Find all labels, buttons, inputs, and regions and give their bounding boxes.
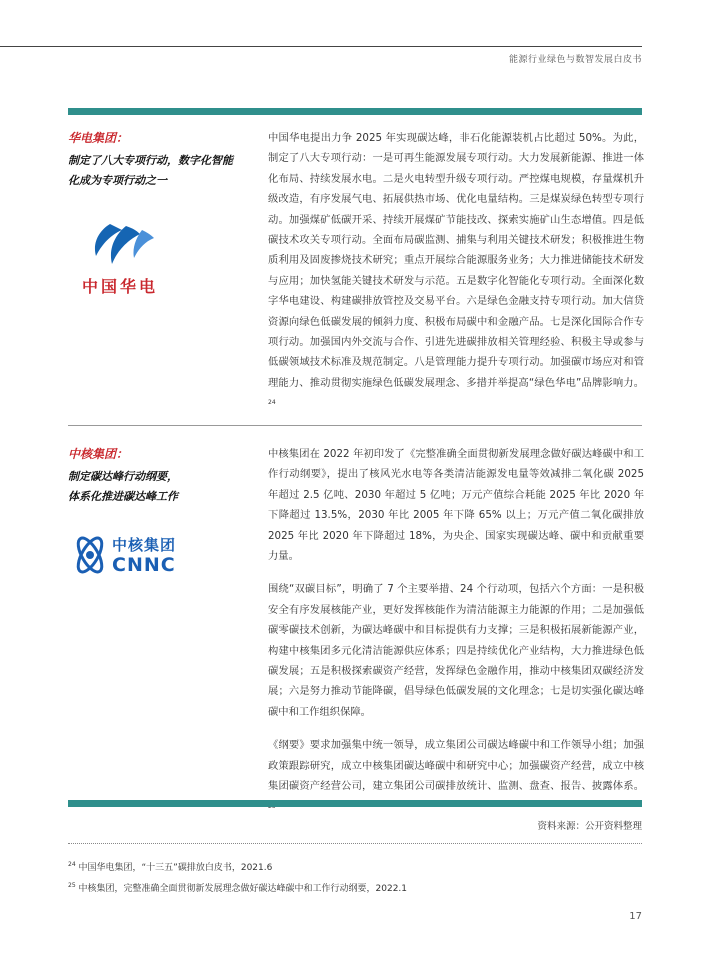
source-note: 资料来源：公开资料整理 — [537, 821, 642, 832]
huadian-logo — [82, 222, 162, 297]
footnote: $^{24}$ 中国华电集团，“十三五”碳排放白皮书，2021.6 — [68, 861, 273, 873]
cnnc-logo — [68, 532, 178, 580]
top-accent-bar — [68, 108, 642, 115]
cnnc-logo-text: 中核集团 — [112, 536, 177, 554]
page-number: 17 — [629, 911, 642, 922]
footnote-divider — [68, 843, 642, 844]
section-body — [268, 444, 644, 832]
bottom-accent-bar — [68, 800, 642, 807]
section-subtitle: 制定碳达峰行动纲要， 体系化推进碳达峰工作 — [68, 470, 178, 503]
running-header: 能源行业绿色与数智发展白皮书 — [508, 55, 642, 65]
body-paragraph: 中国华电提出力争 2025 年实现碳达峰，非石化能源装机占比超过 50%。为此，制定了八大专项行动：一是可再生能源发展专项行动。大力发展新能源、推进一体化布局、持续发展水电。二是火电转型升级专项行动。严控煤电规模，存量煤机升级改造，有序发展气电、拓展供热市场、优化电量结构。三是煤炭绿色转型专项行动。加强煤矿低碳开采、持续开展煤矿节能技改、探索实施矿山生态增值。四是低碳技术攻关专项行动。全面布局碳监测、捕集与利用关键技术研发；积极推进生物质利用及固废掺烧技术研究；重点开展综合能源服务业务；大力推进储能技术研发与应用；加快氢能关键技术研发与示范。五是数字化智能化专项行动。全面深化数字华电建设、构建碳排放管控及交易平台。六是绿色金融支持专项行动。加大信贷资源向绿色低碳发展的倾斜力度、积极布局碳中和金融产品。七是深化国际合作专项行动。加强国内外交流与合作、引进先进碳排放相关管理经验、积极主导或参与低碳领域技术标准及规范制定。八是管理能力提升专项行动。加强碳市场应对和管理能力、推动贯彻实施绿色低碳发展理念、多措并举提高“绿色华电”品牌影响力。 $^{24}$ — [268, 132, 644, 407]
footnotes — [68, 856, 407, 898]
footnote-ref: 24 — [268, 399, 276, 407]
cnnc-atom-icon — [68, 532, 112, 578]
footnote: $^{25}$ 中核集团，完整准确全面贯彻新发展理念做好碳达峰碳中和工作行动纲要，2022.1 — [68, 882, 408, 894]
huadian-logo-text: 中国华电 — [82, 277, 159, 296]
company-name: 中核集团： — [68, 447, 129, 461]
company-name: 华电集团： — [68, 131, 129, 145]
body-paragraph: 《纲要》要求加强集中统一领导，成立集团公司碳达峰碳中和工作领导小组；加强政策跟踪研究，成立中核集团碳达峰碳中和研究中心；加强碳资产经营，成立中核集团碳资产经营公司，建立集团公司碳排放统计、监测、盘查、报告、披露体系。 — [268, 735, 644, 819]
body-paragraph: 围绕“双碳目标”，明确了 7 个主要举措、24 个行动项，包括六个方面：一是积极安全有序发展核能产业，更好发挥核能作为清洁能源主力能源的作用；二是加强低碳零碳技术创新，为碳达峰碳中和目标提供有力支撑；三是积极拓展新能源产业，构建中核集团多元化清洁能源供应体系；四是持续优化产业结构，大力推进绿色低碳发展；五是积极探索碳资产经营，发挥绿色金融作用，推动中核集团双碳经济发展；六是努力推动节能降碳，倡导绿色低碳发展的文化理念；七是切实强化碳达峰碳中和工作组织保障。 — [268, 583, 644, 718]
cnnc-logo-text-en: CNNC — [112, 554, 176, 576]
huadian-logo-mark — [82, 222, 162, 268]
section-divider — [68, 425, 642, 426]
header-rule — [0, 46, 642, 47]
section-heading — [68, 128, 244, 296]
section-heading — [68, 444, 244, 576]
section-body — [268, 128, 644, 429]
section-subtitle: 制定了八大专项行动，数字化智能 化成为专项行动之一 — [68, 154, 233, 187]
body-paragraph: 中核集团在 2022 年初印发了《完整准确全面贯彻新发展理念做好碳达峰碳中和工作行动纲要》，提出了核风光水电等各类清洁能源发电量等效减排二氧化碳 2025 年超过 2.5 亿吨、2030 年超过 5 亿吨；万元产值综合耗能 2025 年比 2020 年下降超过 13.5%，2030 年比 2005 年下降 65% 以上；万元产值二氧化碳排放 2025 年比 2020 年下降超过 18%，为央企、国家实现碳达峰、碳中和贡献重要力量。 — [268, 448, 644, 563]
